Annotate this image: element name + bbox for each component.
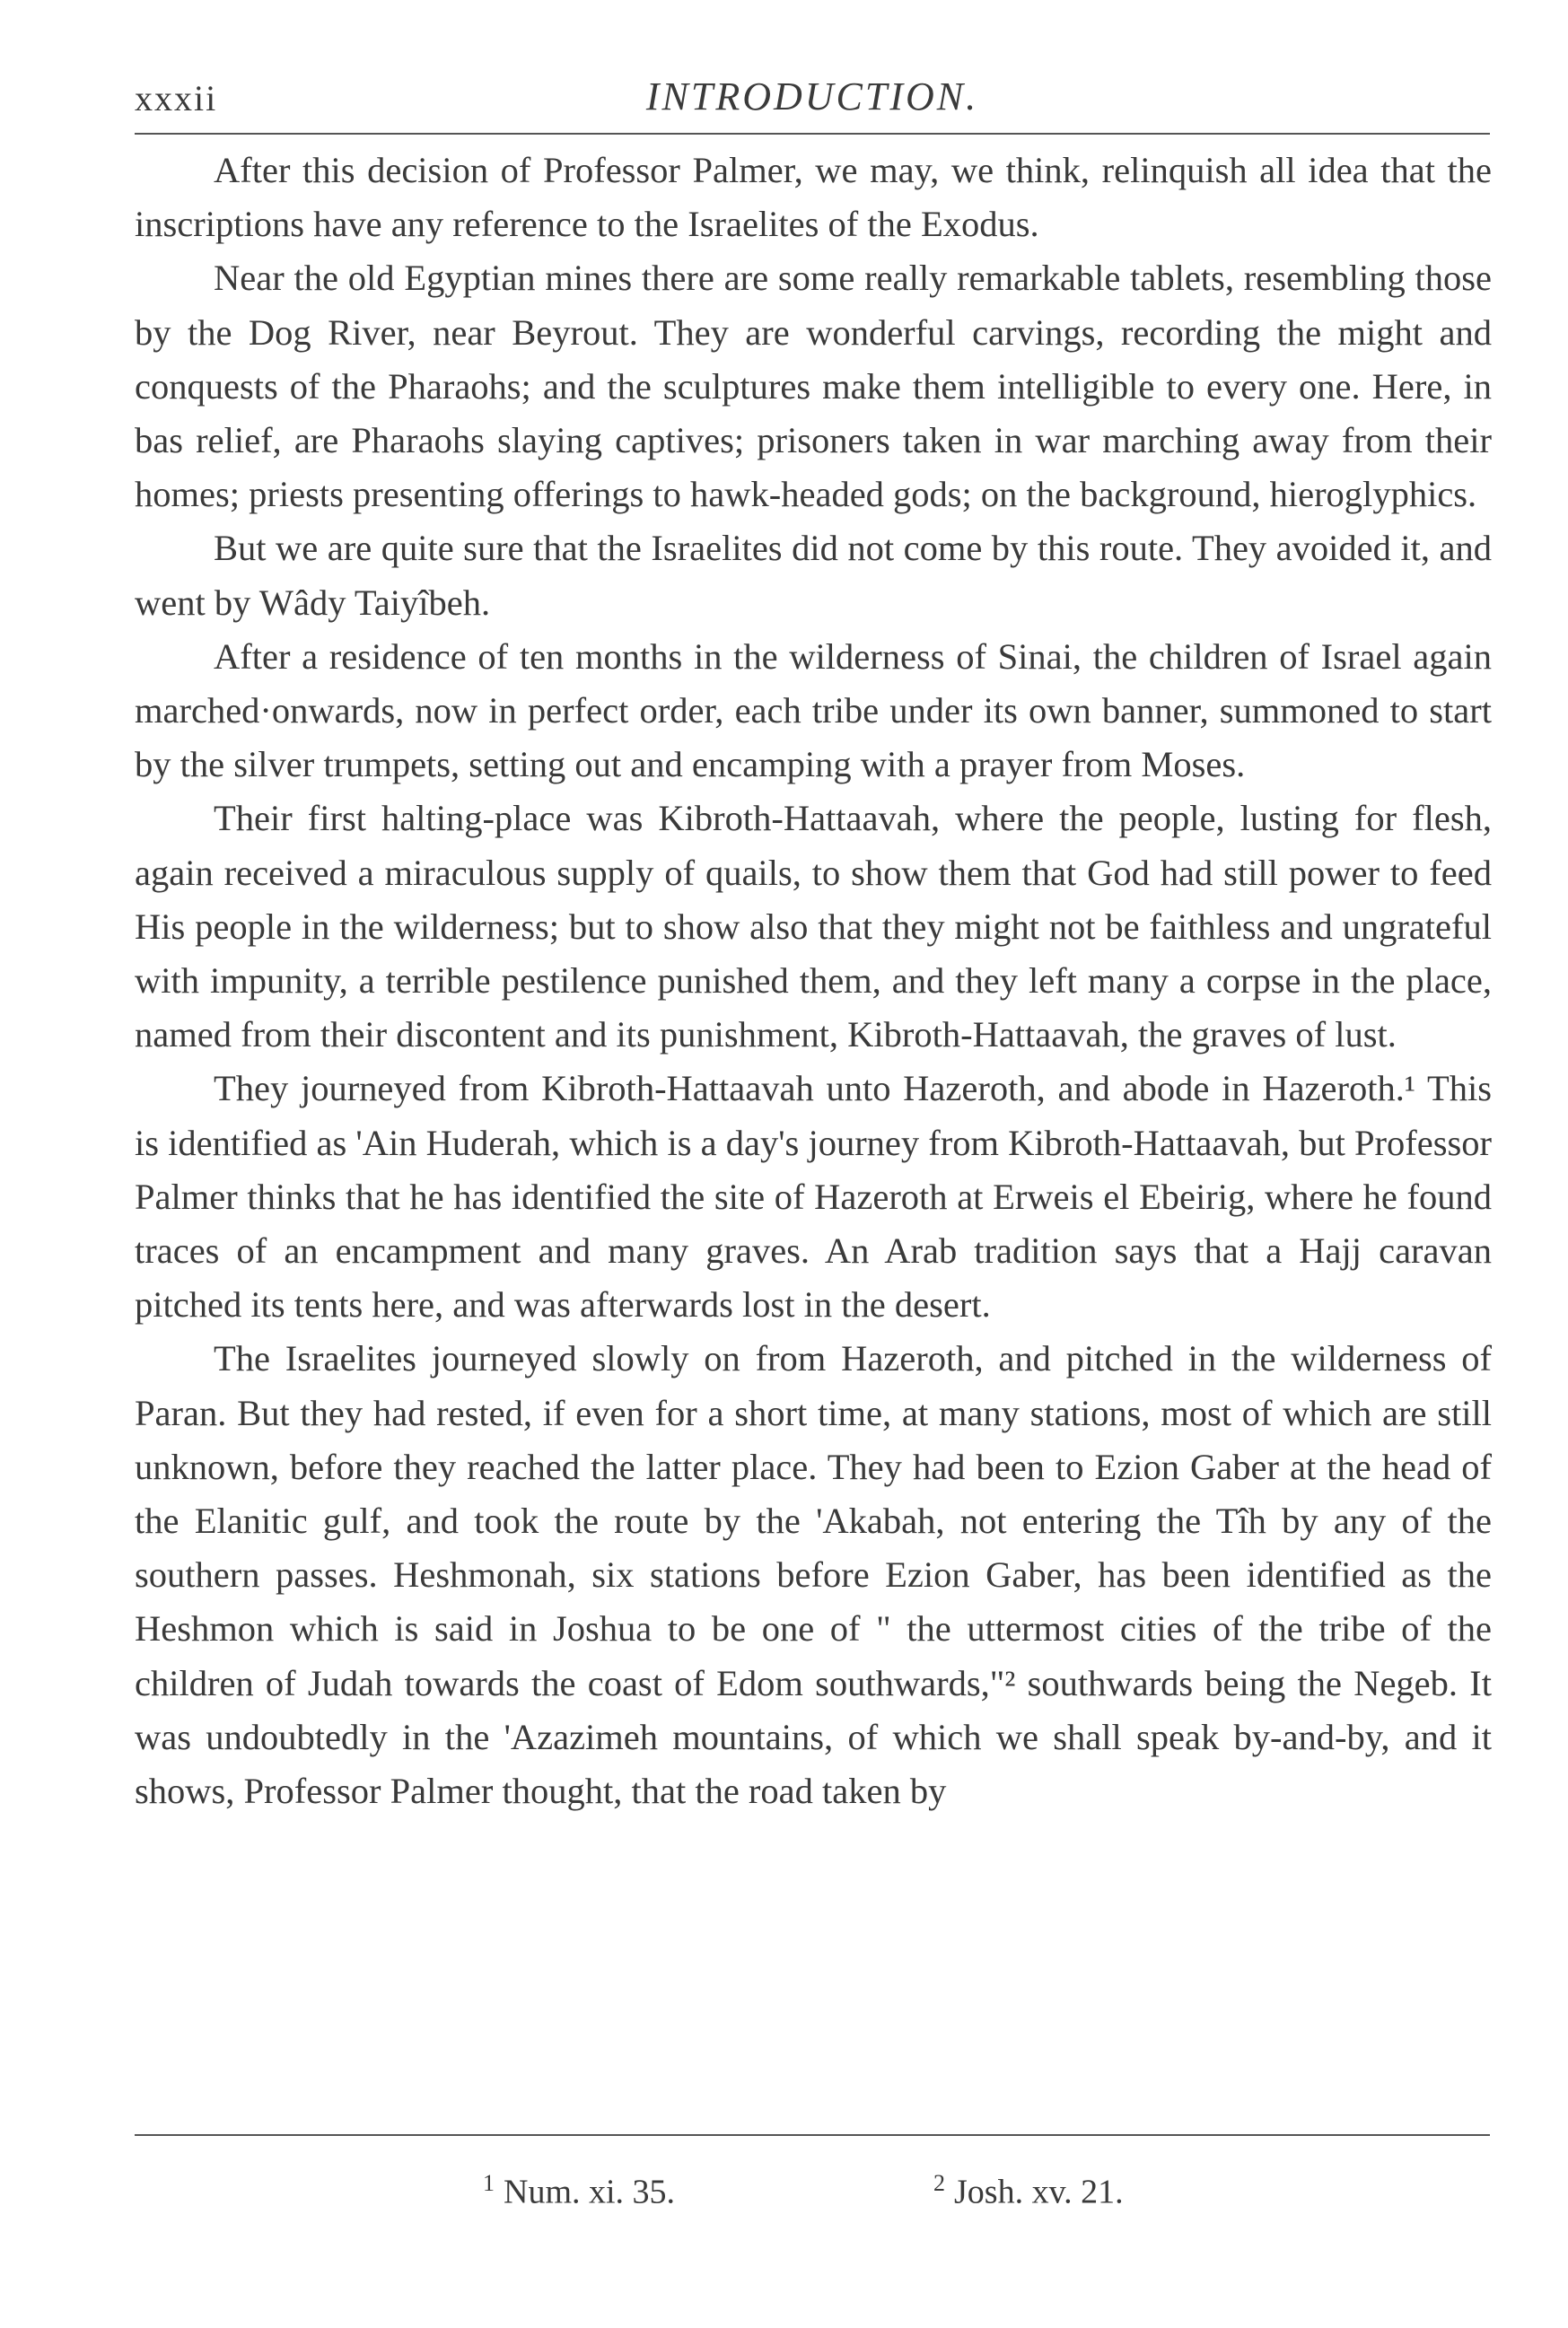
running-title: INTRODUCTION. bbox=[645, 74, 979, 118]
paragraph: They journeyed from Kibroth-Hattaavah unto Hazeroth, and abode in Hazeroth.¹ This is identified as 'Ain Huderah, which is a day's journey from Kibroth-Hattaavah, but Professor Palmer thinks that he has identified the site of Hazeroth at Erweis el Ebeirig, where he found traces of an encampment and many graves. An Arab tradition says that a Hajj caravan pitched its tents here, and was afterwards lost in the desert. bbox=[135, 1068, 1492, 1326]
paragraph: The Israelites journeyed slowly on from Hazeroth, and pitched in the wilderness of Paran. But they had rested, if even for a short time, at many stations, most of which are still unknown, before they reached the latter place. They had been to Ezion Gaber at the head of the Elanitic gulf, and took the route by the 'Akabah, not entering the Tîh by any of the southern passes. Heshmonah, six stations before Ezion Gaber, has been identified as the Heshmon which is said in Joshua to be one of " the uttermost cities of the tribe of the children of Judah towards the coast of Edom southwards,"² southwards being the Negeb. It was undoubtedly in the 'Azazimeh mountains, of which we shall speak by-and-by, and it shows, Professor Palmer thought, that the road taken by bbox=[135, 1338, 1492, 1812]
footnote-text: Josh. xv. 21. bbox=[954, 2173, 1124, 2211]
footnote bbox=[483, 2170, 675, 2212]
paragraph: Near the old Egyptian mines there are some really remarkable tablets, resembling those by the Dog River, near Beyrout. They are wonderful carvings, recording the might and conquests of the Pharaohs; and the sculptures make them intelligible to every one. Here, in bas relief, are Pharaohs slaying captives; prisoners taken in war marching away from their homes; priests presenting offerings to hawk-headed gods; on the background, hieroglyphics. bbox=[135, 258, 1492, 515]
page-number: xxxii bbox=[135, 78, 218, 118]
paragraph: Their first halting-place was Kibroth-Hattaavah, where the people, lusting for flesh, again received a miraculous supply of quails, to show them that God had still power to feed His people in the wilderness; but to show also that they might not be faithless and ungrateful with impunity, a terrible pestilence punished them, and they left many a corpse in the place, named from their discontent and its punishment, Kibroth-Hattaavah, the graves of lust. bbox=[135, 798, 1492, 1055]
header-rule bbox=[135, 133, 1490, 135]
paragraph: After a residence of ten months in the wilderness of Sinai, the children of Israel again marched·onwards, now in perfect order, each tribe under its own banner, summoned to start by the silver trumpets, setting out and encamping with a prayer from Moses. bbox=[135, 635, 1492, 785]
paragraph: But we are quite sure that the Israelites did not come by this route. They avoided it, and went by Wâdy Taiyîbeh. bbox=[135, 528, 1492, 623]
paragraph: After this decision of Professor Palmer, we may, we think, relinquish all idea that the inscriptions have any reference to the Israelites of the Exodus. bbox=[135, 150, 1492, 245]
footnote-mark: 1 bbox=[483, 2170, 495, 2196]
footnote-text: Num. xi. 35. bbox=[504, 2173, 676, 2211]
footnote bbox=[933, 2170, 1124, 2212]
footnote-rule bbox=[135, 2134, 1490, 2136]
running-head bbox=[135, 74, 1490, 127]
footnotes bbox=[135, 2170, 1490, 2224]
footnote-mark: 2 bbox=[933, 2170, 945, 2196]
body-text bbox=[135, 144, 1492, 1818]
